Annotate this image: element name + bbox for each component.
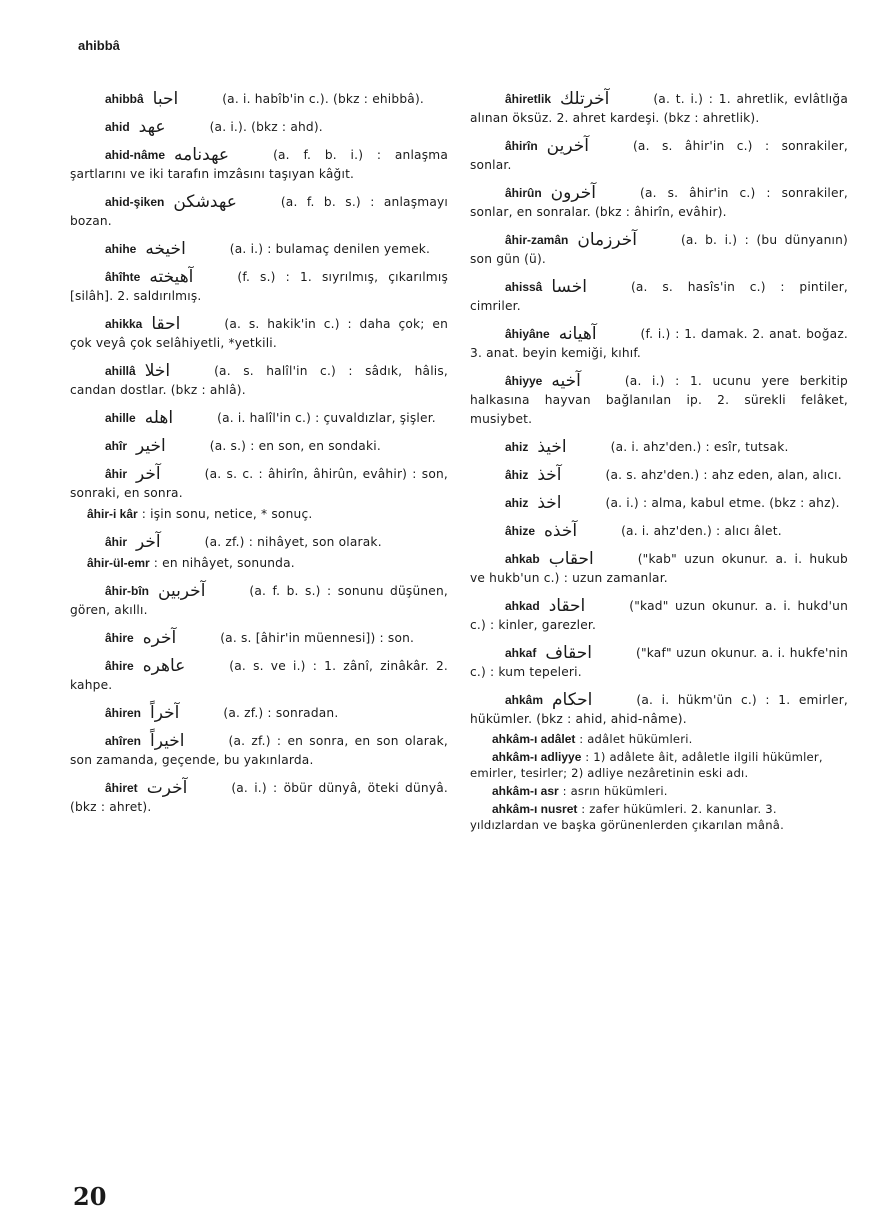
entry-headword: ahkâm <box>505 693 544 707</box>
entry-arabic-script: آخربين <box>158 581 206 601</box>
entry-arabic-script: آخرين <box>546 136 589 156</box>
running-head: ahibbâ <box>78 38 120 53</box>
entry-headword: ahissâ <box>505 280 543 294</box>
entry-headword: ahkab <box>505 552 540 566</box>
entry-definition: (a. i. ahz'den.) : esîr, tutsak. <box>610 440 789 454</box>
entry-definition: ("kaf" uzun okunur. a. i. hukfe'nin c.) : kum tepeleri. <box>470 646 848 679</box>
entry-headword: ahîren <box>105 734 142 748</box>
entry-headword: ahkaf <box>505 646 537 660</box>
entry-definition: ("kab" uzun okunur. a. i. hukub ve hukb'un c.) : uzun zamanlar. <box>470 552 848 585</box>
dictionary-entry <box>70 240 448 259</box>
dictionary-entry <box>470 90 848 128</box>
entry-headword: ahid <box>105 120 130 134</box>
sub-entry-headword: ahkâm-ı nusret <box>492 802 578 816</box>
entry-arabic-script: احقاب <box>548 549 594 569</box>
dictionary-entry <box>470 597 848 635</box>
entry-definition: (f. s.) : 1. sıyrılmış, çıkarılmış [silâh]. 2. saldırılmış. <box>70 270 448 303</box>
entry-definition: (a. f. b. s.) : anlaşmayı bozan. <box>70 195 448 228</box>
page-number: 20 <box>73 1182 107 1211</box>
dictionary-entry <box>70 90 448 109</box>
sub-entry-definition: : en nihâyet, sonunda. <box>153 556 295 570</box>
sub-entry-headword: ahkâm-ı adâlet <box>492 732 576 746</box>
entry-arabic-script: آخذ <box>537 465 562 485</box>
sub-entry-headword: ahkâm-ı asr <box>492 784 559 798</box>
entry-headword: âhiyye <box>505 374 543 388</box>
entry-arabic-script: آخرزمان <box>577 230 637 250</box>
entry-headword: âhire <box>105 631 134 645</box>
entry-definition: (a. f. b. s.) : sonunu düşünen, gören, akıllı. <box>70 584 448 617</box>
entry-arabic-script: اخيذ <box>537 437 567 457</box>
entry-definition: (a. s. halîl'in c.) : sâdık, hâlis, candan dostlar. (bkz : ahlâ). <box>70 364 448 397</box>
left-column <box>70 90 448 826</box>
dictionary-entry <box>470 184 848 222</box>
sub-entry-headword: âhir-i kâr <box>87 507 138 521</box>
entry-arabic-script: آهيخته <box>149 267 194 287</box>
entry-arabic-script: اخذ <box>537 493 562 513</box>
entry-definition: (a. i. ahz'den.) : alıcı âlet. <box>621 524 782 538</box>
entry-arabic-script: آخره <box>142 628 177 648</box>
sub-entry <box>70 505 448 524</box>
entry-definition: (a. zf.) : en sonra, en son olarak, son zamanda, geçende, bu yakınlarda. <box>70 734 448 767</box>
entry-definition: (a. f. b. i.) : anlaşma şartlarını ve iki tarafın imzâsını taşıyan kâğıt. <box>70 148 448 181</box>
dictionary-entry <box>70 657 448 695</box>
dictionary-entry <box>470 550 848 588</box>
dictionary-entry <box>470 494 848 513</box>
entry-arabic-script: احكام <box>552 690 593 710</box>
dictionary-entry <box>70 779 448 817</box>
entry-arabic-script: اخير <box>136 436 166 456</box>
entry-headword: ahiz <box>505 496 529 510</box>
entry-headword: ahid-nâme <box>105 148 166 162</box>
entry-headword: âhirîn <box>505 139 538 153</box>
entry-headword: ahille <box>105 411 136 425</box>
entry-definition: (f. i.) : 1. damak. 2. anat. boğaz. 3. anat. beyin kemiği, kıhıf. <box>470 327 848 360</box>
entry-arabic-script: احبا <box>152 89 179 109</box>
dictionary-entry <box>470 691 848 729</box>
entry-headword: âhir <box>105 467 128 481</box>
entry-definition: (a. i.) : alma, kabul etme. (bkz : ahz). <box>605 496 840 510</box>
entry-arabic-script: آخر <box>136 532 161 552</box>
dictionary-entry <box>470 372 848 429</box>
entry-definition: (a. s. ve i.) : 1. zânî, zinâkâr. 2. kahpe. <box>70 659 448 692</box>
entry-definition: (a. s. [âhir'in müennesi]) : son. <box>220 631 415 645</box>
entry-headword: âhize <box>505 524 536 538</box>
sub-entry <box>70 554 448 573</box>
entry-arabic-script: احقاف <box>545 643 592 663</box>
entry-headword: âhire <box>105 659 134 673</box>
dictionary-entry <box>70 146 448 184</box>
entry-arabic-script: آخرت <box>146 778 188 798</box>
dictionary-entry <box>470 438 848 457</box>
entry-definition: (a. t. i.) : 1. ahretlik, evlâtlığa alınan öksüz. 2. ahret kardeşi. (bkz : ahretlik). <box>470 92 848 125</box>
entry-arabic-script: احقاد <box>548 596 586 616</box>
entry-headword: âhiretlik <box>505 92 552 106</box>
entry-arabic-script: عهدشکن <box>173 192 237 212</box>
sub-entry-definition: : asrın hükümleri. <box>562 784 668 798</box>
entry-arabic-script: عهدنامه <box>174 145 230 165</box>
entry-headword: âhiret <box>105 781 138 795</box>
entry-headword: âhîhte <box>105 270 141 284</box>
dictionary-entry <box>70 268 448 306</box>
entry-definition: (a. s. âhir'in c.) : sonrakiler, sonlar, en sonralar. (bkz : âhirîn, evâhir). <box>470 186 848 219</box>
entry-headword: âhiz <box>505 468 529 482</box>
entry-headword: âhiren <box>105 706 142 720</box>
entry-arabic-script: احقا <box>151 314 181 334</box>
entry-arabic-script: آخرتلك <box>560 89 610 109</box>
entry-arabic-script: آخيه <box>551 371 581 391</box>
dictionary-entry <box>470 278 848 316</box>
entry-definition: (a. i.) : bulamaç denilen yemek. <box>229 242 431 256</box>
entry-headword: ahîr <box>105 439 128 453</box>
dictionary-entry <box>70 582 448 620</box>
entry-headword: ahiz <box>505 440 529 454</box>
entry-headword: âhirûn <box>505 186 542 200</box>
entry-headword: âhiyâne <box>505 327 550 341</box>
entry-arabic-script: اهله <box>144 408 174 428</box>
entry-headword: âhir <box>105 535 128 549</box>
entry-arabic-script: آخر <box>136 464 161 484</box>
sub-entry-definition: : adâlet hükümleri. <box>579 732 693 746</box>
entry-arabic-script: اخيراً <box>150 731 185 751</box>
sub-entry-definition: : zafer hükümleri. 2. kanunlar. 3. yıldızlardan ve başka görünenlerden çıkarılan mânâ. <box>470 802 784 832</box>
dictionary-entry <box>470 522 848 541</box>
sub-entry-headword: âhir-ül-emr <box>87 556 150 570</box>
entry-headword: ahibbâ <box>105 92 144 106</box>
dictionary-entry <box>70 409 448 428</box>
dictionary-entry <box>70 732 448 770</box>
dictionary-entry <box>70 362 448 400</box>
dictionary-entry <box>70 315 448 353</box>
entry-definition: (a. s. ahz'den.) : ahz eden, alan, alıcı. <box>605 468 842 482</box>
dictionary-entry <box>70 704 448 723</box>
entry-definition: (a. s. hakik'in c.) : daha çok; en çok veyâ çok selâhiyetli, *yetkili. <box>70 317 448 350</box>
entry-definition: (a. s. c. : âhirîn, âhirûn, evâhir) : son, sonraki, en sonra. <box>70 467 448 500</box>
entry-arabic-script: آخراً <box>150 703 180 723</box>
dictionary-entry <box>70 193 448 231</box>
entry-definition: (a. i.). (bkz : ahd). <box>209 120 323 134</box>
entry-arabic-script: آخذه <box>544 521 578 541</box>
entry-definition: (a. s. hasîs'in c.) : pintiler, cimriler. <box>470 280 848 313</box>
entry-arabic-script: آهيانه <box>558 324 597 344</box>
dictionary-entry <box>70 465 448 503</box>
entry-arabic-script: عهد <box>138 117 166 137</box>
dictionary-entry <box>70 533 448 552</box>
entry-definition: (a. zf.) : nihâyet, son olarak. <box>204 535 382 549</box>
sub-entry-definition: : işin sonu, netice, * sonuç. <box>141 507 313 521</box>
entry-definition: ("kad" uzun okunur. a. i. hukd'un c.) : kinler, garezler. <box>470 599 848 632</box>
dictionary-entry <box>470 325 848 363</box>
entry-definition: (a. i. habîb'in c.). (bkz : ehibbâ). <box>222 92 424 106</box>
entry-definition: (a. i.) : 1. ucunu yere berkitip halkasına hayvan bağlanılan ip. 2. sürekli felâket, musiybet. <box>470 374 848 426</box>
entry-headword: ahihe <box>105 242 137 256</box>
sub-entry <box>470 731 848 747</box>
entry-headword: âhir-zamân <box>505 233 569 247</box>
sub-entry-definition: : 1) adâlete âit, adâletle ilgili hükümler, emirler, tesirler; 2) adliye nezâretinin eski adı. <box>470 750 823 780</box>
entry-arabic-script: عاهره <box>142 656 186 676</box>
entry-headword: ahkad <box>505 599 540 613</box>
entry-arabic-script: اخلا <box>144 361 171 381</box>
entry-definition: (a. s.) : en son, en sondaki. <box>209 439 381 453</box>
sub-entry <box>470 801 848 833</box>
dictionary-entry <box>470 231 848 269</box>
entry-definition: (a. i. hükm'ün c.) : 1. emirler, hükümler. (bkz : ahid, ahid-nâme). <box>470 693 848 726</box>
entry-headword: ahikka <box>105 317 143 331</box>
dictionary-entry <box>70 437 448 456</box>
dictionary-entry <box>70 118 448 137</box>
dictionary-entry <box>470 644 848 682</box>
entry-headword: ahillâ <box>105 364 136 378</box>
sub-entry <box>470 783 848 799</box>
dictionary-entry <box>470 137 848 175</box>
sub-entry <box>470 749 848 781</box>
entry-definition: (a. zf.) : sonradan. <box>223 706 339 720</box>
sub-entry-headword: ahkâm-ı adliyye <box>492 750 582 764</box>
entry-definition: (a. i.) : öbür dünyâ, öteki dünyâ. (bkz : ahret). <box>70 781 448 814</box>
dictionary-entry <box>470 466 848 485</box>
entry-arabic-script: اخيخه <box>145 239 186 259</box>
entry-arabic-script: اخسا <box>551 277 587 297</box>
entry-definition: (a. b. i.) : (bu dünyanın) son gün (ü). <box>470 233 848 266</box>
entry-definition: (a. s. âhir'in c.) : sonrakiler, sonlar. <box>470 139 848 172</box>
entry-arabic-script: آخرون <box>550 183 596 203</box>
entry-headword: ahid-şiken <box>105 195 165 209</box>
dictionary-entry <box>70 629 448 648</box>
entry-headword: âhir-bîn <box>105 584 149 598</box>
right-column <box>470 90 848 842</box>
entry-definition: (a. i. halîl'in c.) : çuvaldızlar, şişler. <box>217 411 436 425</box>
